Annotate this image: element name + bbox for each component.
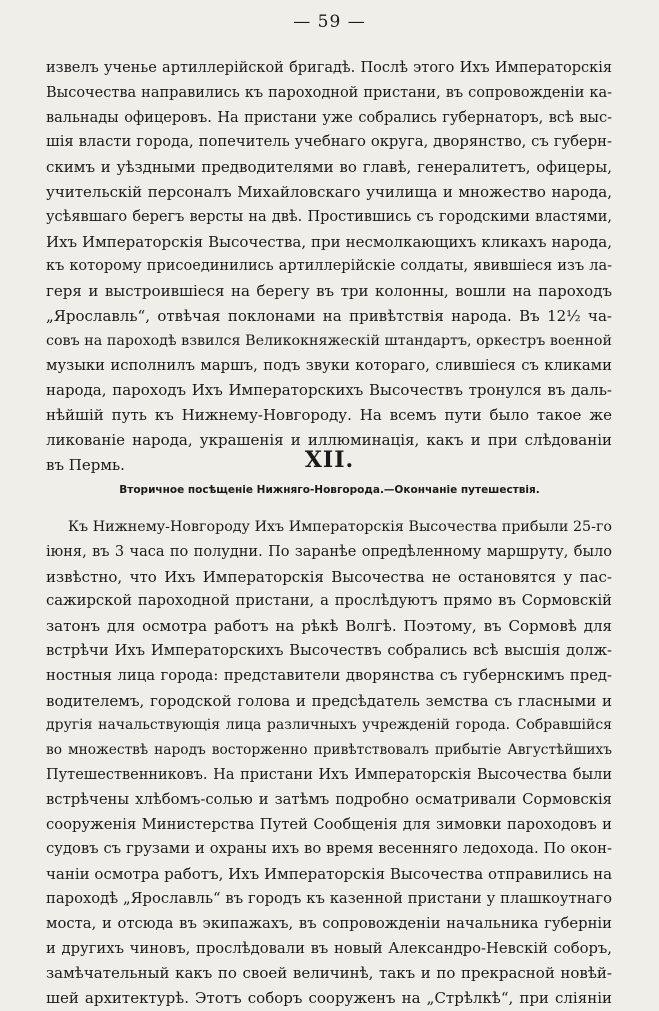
text-line: геря и выстроившіеся на берегу въ три колонны, вошли на пароходъ	[46, 282, 612, 301]
text-line: усѣявшаго берегъ версты на двѣ. Простившись съ городскими властями,	[46, 208, 612, 225]
text-line: Къ Нижнему-Новгороду Ихъ Императорскія Высочества прибыли 25-го	[68, 519, 612, 535]
text-line: шія власти города, попечитель учебнаго округа, дворянство, съ губерн-	[46, 133, 612, 151]
text-line: замѣчательный какъ по своей величинѣ, такъ и по прекрасной новѣй-	[46, 964, 612, 983]
text-line: вальнады офицеровъ. На пристани уже собрались губернаторъ, всѣ выс-	[46, 109, 612, 126]
text-line: музыки исполнилъ маршъ, подъ звуки котораго, слившіеся съ кликами	[46, 356, 612, 374]
text-line: моста, и отсюда въ экипажахъ, въ сопровожденіи начальника губерніи	[46, 914, 612, 932]
text-line: къ которому присоединились артиллерійскіе солдаты, явившіеся изъ ла-	[46, 258, 612, 275]
text-line: сооруженія Министерства Путей Сообщенія для зимовки пароходовъ и	[46, 815, 612, 833]
text-line: ностныя лица города: представители дворянства съ губернскимъ пред-	[46, 666, 612, 684]
text-line: пароходѣ „Ярославль“ въ городъ къ казенной пристани у плашкоутнаго	[46, 889, 612, 907]
paragraph-continuation	[46, 56, 612, 478]
text-line: скимъ и уѣздными предводителями во главѣ, генералитетъ, офицеры,	[46, 158, 612, 177]
text-line: нѣйшій путь къ Нижнему-Новгороду. На всемъ пути было такое же	[46, 406, 612, 425]
text-line: Путешественниковъ. На пристани Ихъ Императорскія Высочества были	[46, 766, 612, 783]
text-line: встрѣчи Ихъ Императорскихъ Высочествъ собрались всѣ высшія долж-	[46, 641, 612, 659]
text-line: судовъ съ грузами и охраны ихъ во время весенняго ледохода. По окон-	[46, 840, 612, 858]
text-line: ликованіе народа, украшенія и иллюминація, какъ и при слѣдованіи	[46, 430, 612, 449]
paragraph-chapter-start	[46, 515, 612, 1011]
text-line: совъ на пароходѣ взвился Великокняжескій штандартъ, оркестръ военной	[46, 332, 612, 349]
text-line: Ихъ Императорскія Высочества, при несмолкающихъ кликахъ народа,	[46, 232, 612, 251]
text-line: народа, пароходъ Ихъ Императорскихъ Высочествъ тронулся въ даль-	[46, 381, 612, 400]
text-line: шей архитектурѣ. Этотъ соборъ сооруженъ на „Стрѣлкѣ“, при сліяніи	[46, 989, 612, 1008]
text-line: извѣстно, что Ихъ Императорскія Высочества не остановятся у пас-	[46, 567, 612, 586]
text-line: во множествѣ народъ восторженно привѣтствовалъ прибытіе Августѣйшихъ	[46, 742, 612, 759]
text-line: затонъ для осмотра работъ на рѣкѣ Волгѣ. Поэтому, въ Сормовѣ для	[46, 617, 612, 636]
chapter-heading: XII.	[304, 447, 355, 473]
text-line: чаніи осмотра работъ, Ихъ Императорскія Высочества отправились на	[46, 865, 612, 884]
text-line: въ Пермь.	[46, 455, 125, 474]
text-line: „Ярославль“, отвѣчая поклонами на привѣтствія народа. Въ 12½ ча-	[46, 306, 612, 325]
text-line: сажирской пароходной пристани, а прослѣдуютъ прямо въ Сормовскій	[46, 592, 612, 610]
chapter-subtitle: Вторичное посѣщеніе Нижняго-Новгорода.—Окончаніе путешествія.	[119, 484, 540, 496]
text-line: и другихъ чиновъ, прослѣдовали въ новый Александро-Невскій соборъ,	[46, 939, 612, 957]
text-line: учительскій персоналъ Михайловскаго училища и множество народа,	[46, 182, 612, 201]
page-number: — 59 —	[293, 12, 366, 32]
text-line: извелъ ученье артиллерійской бригадѣ. Послѣ этого Ихъ Императорскія	[46, 60, 612, 76]
text-line: іюня, въ 3 часа по полудни. По заранѣе опредѣленному маршруту, было	[46, 543, 612, 560]
text-line: другія начальствующія лица различныхъ учрежденій города. Собравшійся	[46, 717, 612, 734]
text-line: водителемъ, городской голова и предсѣдатель земства съ гласными и	[46, 691, 612, 710]
text-line: Высочества направились къ пароходной пристани, въ сопровожденіи ка-	[46, 84, 612, 101]
text-line: встрѣчены хлѣбомъ-солью и затѣмъ подробно осматривали Сормовскія	[46, 790, 612, 808]
